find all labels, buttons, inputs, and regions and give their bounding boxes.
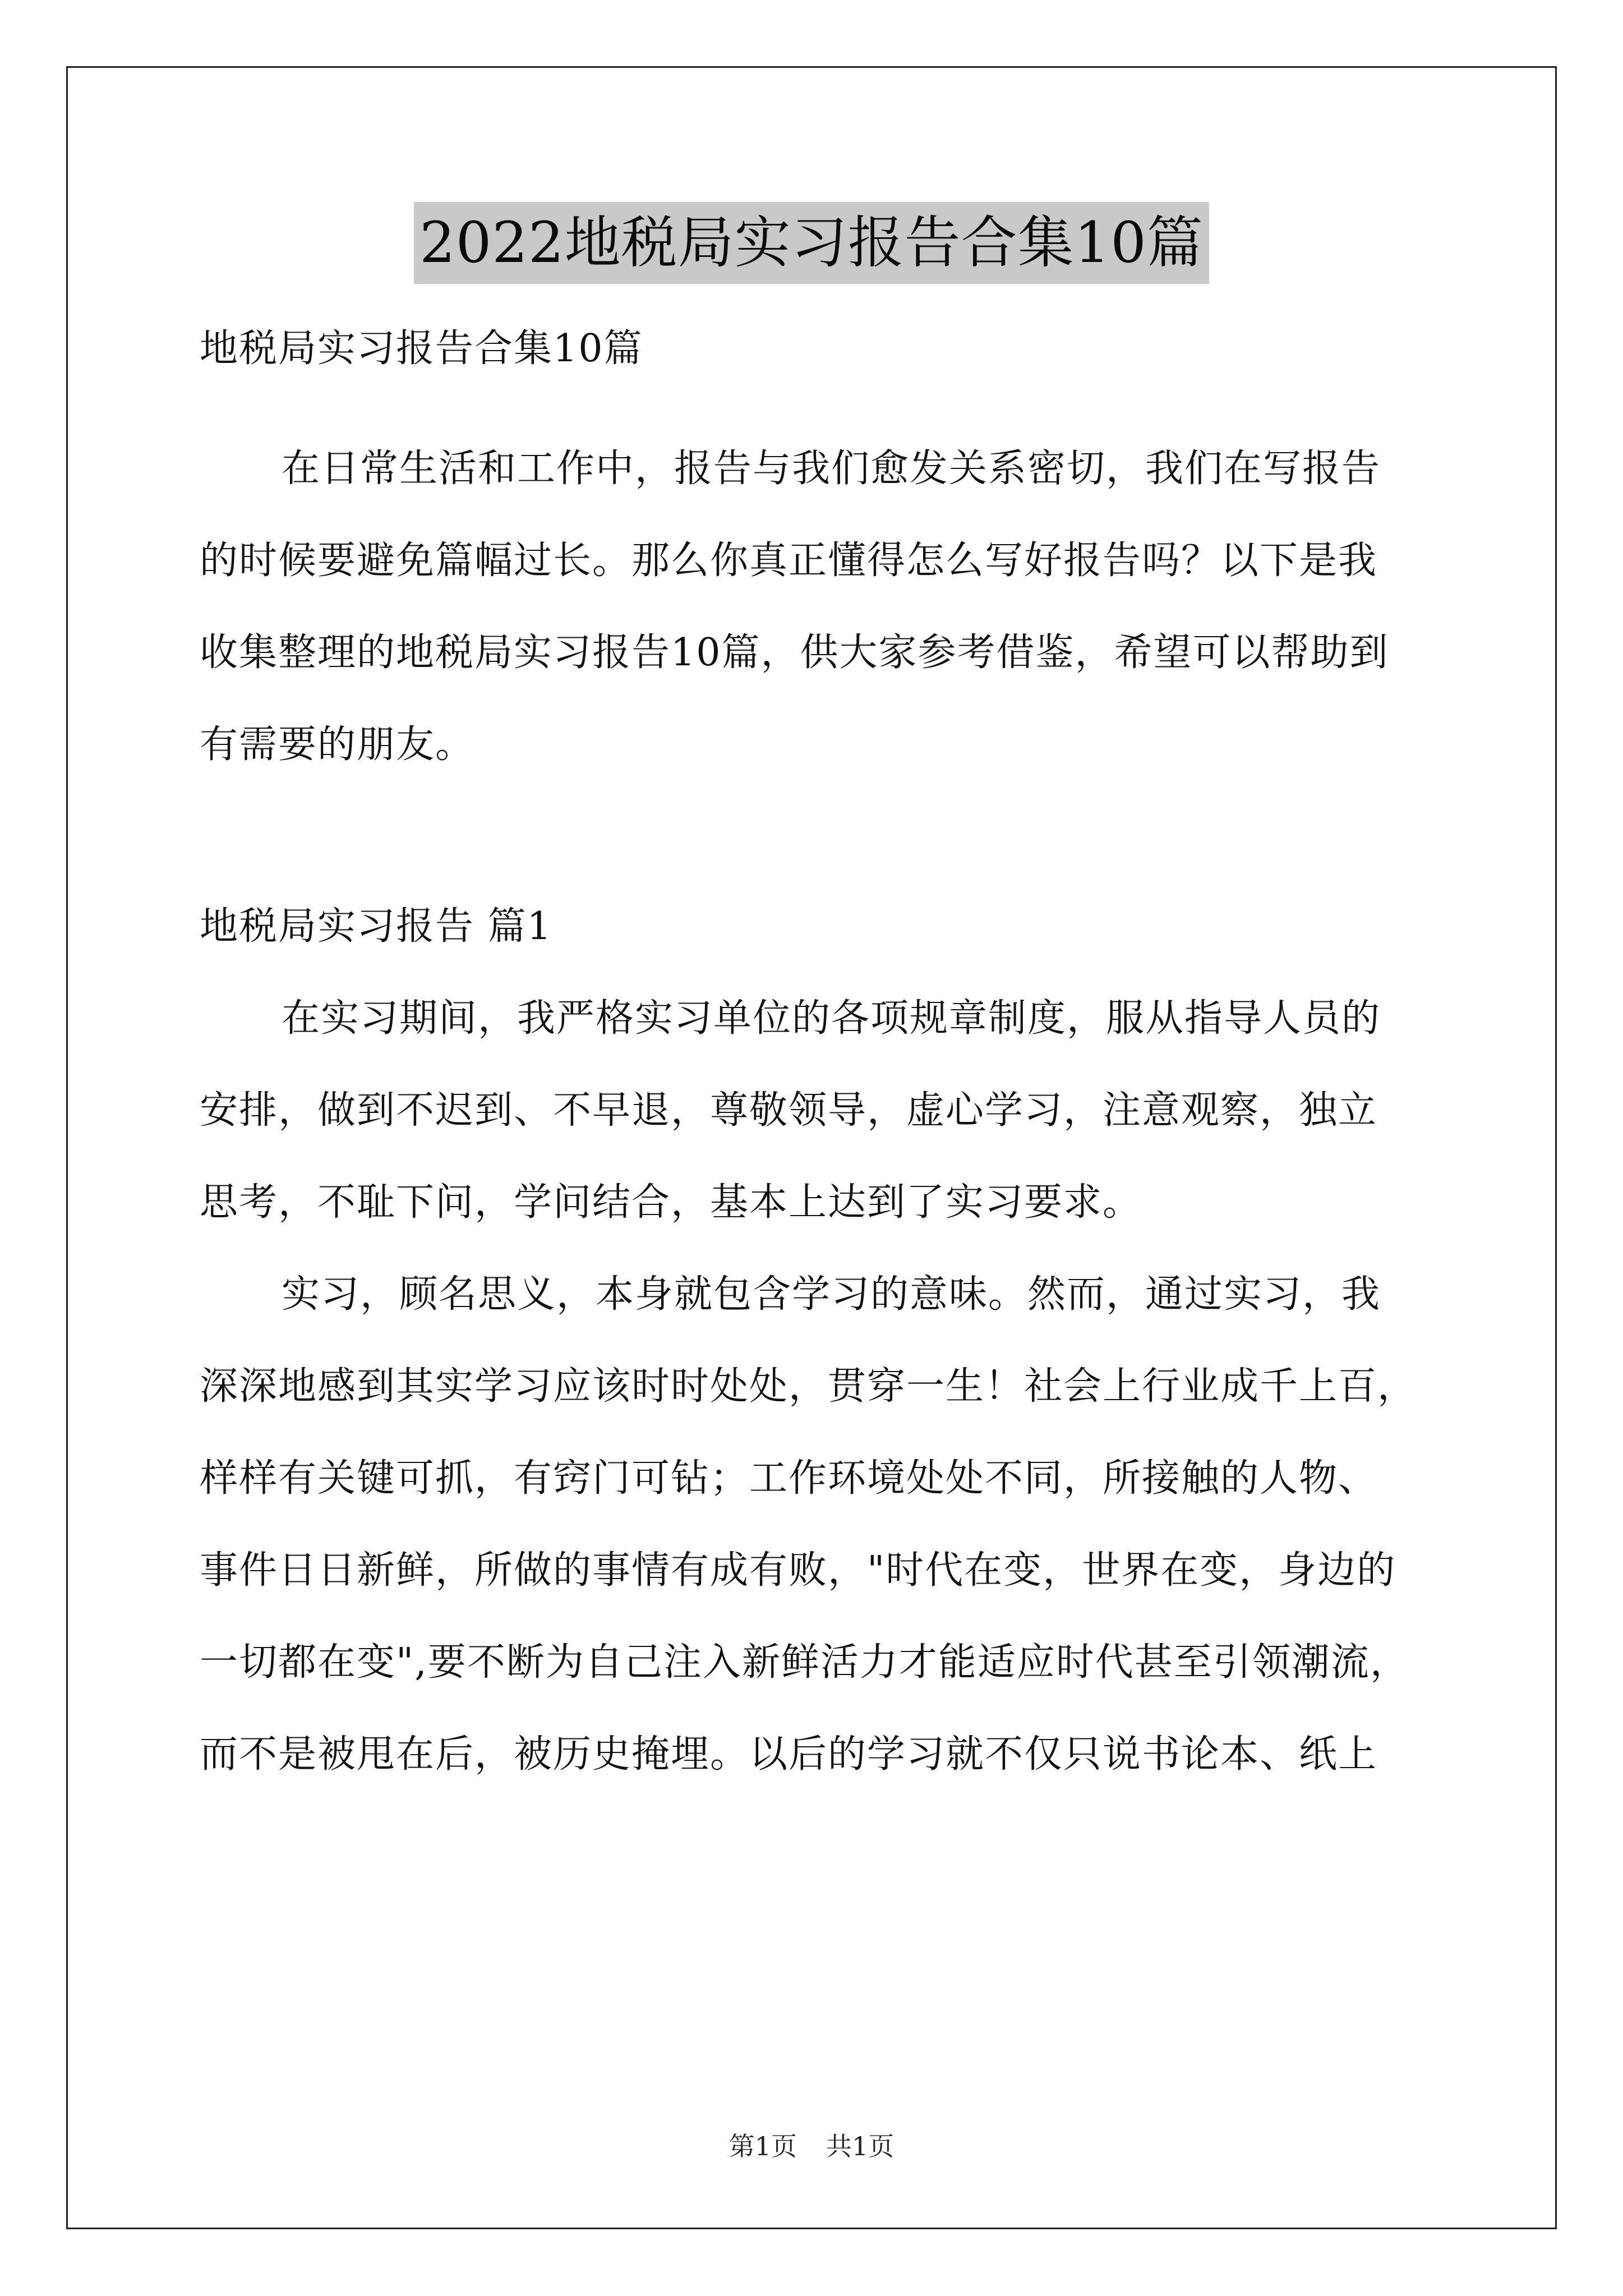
document-body [200,303,1433,1801]
title-wrap [0,202,1623,284]
section-heading: 地税局实习报告 篇1 [200,904,552,949]
section-gap [200,791,1433,881]
intro-line: 在日常生活和工作中，报告与我们愈发关系密切，我们在写报告 [282,447,1381,491]
page-total: 共1页 [826,2131,895,2161]
paragraph-line: 实习，顾名思义，本身就包含学习的意味。然而，通过实习，我 [282,1272,1381,1317]
page-number: 第1页 [728,2131,797,2161]
paragraph-line: 思考，不耻下问，学问结合，基本上达到了实习要求。 [200,1180,1142,1225]
paragraph-line: 事件日日新鲜，所做的事情有成有败，"时代在变，世界在变，身边的 [200,1548,1396,1593]
paragraph-line: 一切都在变",要不断为自己注入新鲜活力才能适应时代甚至引领潮流， [200,1640,1409,1685]
document-subtitle: 地税局实习报告合集10篇 [200,326,643,371]
paragraph-line: 在实习期间，我严格实习单位的各项规章制度，服从指导人员的 [282,996,1381,1041]
document-title: 2022地税局实习报告合集10篇 [414,202,1209,284]
intro-line: 有需要的朋友。 [200,723,475,767]
paragraph-line: 样样有关键可抓，有窍门可钻；工作环境处处不同，所接触的人物、 [200,1456,1378,1501]
page-footer [0,2126,1623,2163]
intro-line: 的时候要避免篇幅过长。那么你真正懂得怎么写好报告吗？以下是我 [200,539,1378,583]
spacer [200,395,1433,423]
paragraph-line: 深深地感到其实学习应该时时处处，贯穿一生！社会上行业成千上百， [200,1364,1417,1409]
intro-line: 收集整理的地税局实习报告10篇，供大家参考借鉴，希望可以帮助到 [200,631,1389,675]
paragraph-line: 而不是被甩在后，被历史掩埋。以后的学习就不仅只说书论本、纸上 [200,1732,1378,1777]
paragraph-line: 安排，做到不迟到、不早退，尊敬领导，虚心学习，注意观察，独立 [200,1088,1378,1133]
